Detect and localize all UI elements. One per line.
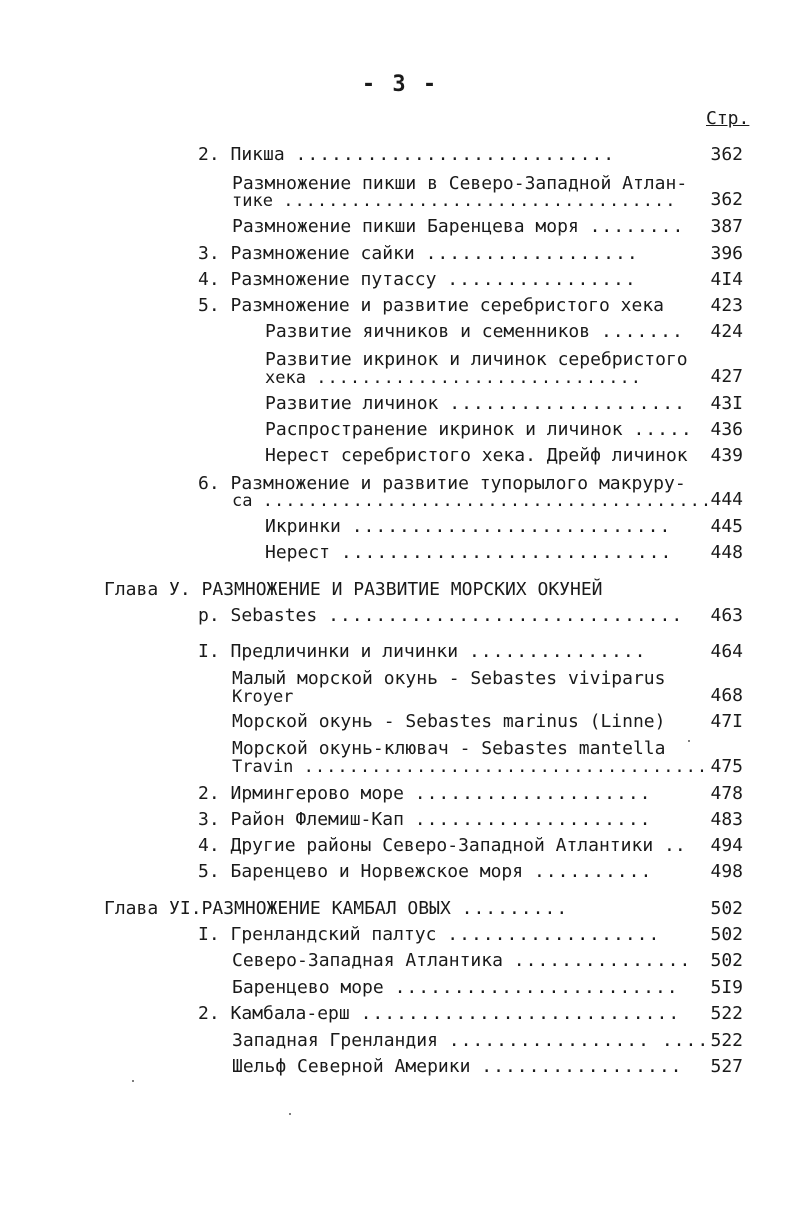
toc-leader: ................ — [447, 269, 637, 290]
chapter-heading-5 — [104, 578, 603, 602]
toc-entry-west-greenland — [232, 1029, 709, 1053]
toc-entry-greenland-halibut — [198, 923, 660, 947]
toc-leader: ........................... — [360, 1003, 681, 1024]
toc-entry-continuation — [232, 489, 712, 513]
toc-page-number: 448 — [710, 542, 743, 563]
toc-page-number: 387 — [710, 216, 743, 237]
toc-page-number: 436 — [710, 419, 743, 440]
toc-entry-plaice — [198, 1002, 680, 1026]
toc-entry-spawning-drift — [265, 444, 688, 468]
toc-entry-text: 4. Другие районы Северо-Западной Атлантики .. — [198, 835, 686, 856]
toc-entry-text: Kroyer — [232, 687, 294, 707]
toc-page-number: 502 — [710, 950, 743, 971]
page-column-header: Стр. — [706, 108, 750, 129]
toc-leader: ............... — [468, 641, 647, 662]
toc-entry-text: са — [232, 491, 253, 511]
toc-entry-text: 3. Размножение сайки — [198, 243, 415, 264]
toc-page-number: 464 — [710, 641, 743, 662]
toc-entry-text: Размножение пикши в Северо-Западной Атлан- — [232, 173, 688, 194]
toc-entry-text: Развитие икринок и личинок серебристого — [265, 349, 688, 370]
toc-entry-continuation — [232, 189, 676, 213]
scan-speck — [289, 1113, 291, 1115]
toc-entry-polar-cod — [198, 242, 639, 266]
toc-entry-text: Икринки — [265, 516, 341, 537]
toc-entry-na-shelf — [232, 1055, 683, 1079]
toc-page-number: 468 — [710, 685, 743, 706]
toc-entry-barents-norwegian — [198, 860, 652, 884]
toc-entry-text: 2. Пикша — [198, 144, 285, 165]
toc-leader: ........ — [589, 216, 685, 237]
toc-page-number: 498 — [710, 861, 743, 882]
toc-entry-text: Шельф Северной Америки — [232, 1056, 471, 1077]
toc-leader: ......... — [461, 898, 569, 919]
toc-entry-irminger — [198, 782, 652, 806]
toc-page-number: 396 — [710, 243, 743, 264]
toc-entry-eggs — [265, 515, 671, 539]
toc-entry-text: 2. Ирмингерово море — [198, 783, 404, 804]
toc-entry-text: тике — [232, 191, 273, 211]
toc-entry-haddock — [198, 143, 615, 167]
chapter-heading-6 — [104, 897, 568, 921]
toc-entry-text: Западная Гренландия — [232, 1030, 438, 1051]
toc-entry-text: 6. Размножение и развитие тупорылого макруру- — [198, 473, 686, 494]
toc-entry-barents-sea — [232, 976, 679, 1000]
toc-page-number: 502 — [710, 924, 743, 945]
toc-page-number: 444 — [710, 489, 743, 510]
toc-page-number: 522 — [710, 1003, 743, 1024]
toc-leader: ....... — [600, 321, 684, 342]
toc-leader: ..... — [633, 419, 693, 440]
toc-leader: ........................ — [394, 977, 679, 998]
toc-page-number: 47I — [710, 711, 743, 732]
toc-page-number: 494 — [710, 835, 743, 856]
toc-page-number: 43I — [710, 393, 743, 414]
toc-entry-other-regions — [198, 834, 686, 858]
toc-entry-spawning — [265, 541, 672, 565]
toc-entry-text: Развитие личинок — [265, 393, 439, 414]
toc-entry-marinus — [232, 710, 665, 734]
toc-leader: .................. — [425, 243, 639, 264]
toc-entry-text: Баренцево море — [232, 977, 384, 998]
toc-entry-larvae-development — [265, 392, 686, 416]
toc-leader: .................... — [414, 783, 652, 804]
toc-page-number: 445 — [710, 516, 743, 537]
toc-entry-viviparus — [232, 667, 665, 691]
toc-page-number: 502 — [710, 898, 743, 919]
toc-entry-text: Северо-Западная Атлантика — [232, 950, 503, 971]
toc-entry-text: 5. Размножение и развитие серебристого хека — [198, 295, 664, 316]
toc-entry-haddock-barents — [232, 215, 684, 239]
toc-entry-text: 5. Баренцево и Норвежское моря — [198, 861, 524, 882]
toc-entry-gonads — [265, 320, 684, 344]
toc-entry-text: р. Sebastes — [198, 605, 318, 626]
toc-leader: ........................................ — [262, 491, 713, 511]
toc-entry-text: Нерест — [265, 542, 331, 563]
toc-page-number: 424 — [710, 321, 743, 342]
toc-entry-text: I. Предличинки и личинки — [198, 641, 459, 662]
chapter-title: Глава УI.РАЗМНОЖЕНИЕ КАМБАЛ ОВЫХ — [104, 898, 451, 919]
toc-leader: .................. — [447, 924, 661, 945]
toc-page-number: 4I4 — [710, 269, 743, 290]
toc-page-number: 478 — [710, 783, 743, 804]
toc-leader: ............................ — [340, 542, 673, 563]
toc-entry-continuation — [232, 685, 293, 709]
chapter-title: Глава У. РАЗМНОЖЕНИЕ И РАЗВИТИЕ МОРСКИХ ОКУНЕЙ — [104, 579, 603, 600]
toc-leader: .................... — [449, 393, 686, 414]
toc-entry-continuation — [232, 755, 708, 779]
toc-entry-nw-atlantic — [232, 949, 691, 973]
toc-leader: ............................. — [316, 368, 643, 388]
toc-leader: .................................... — [303, 757, 709, 777]
toc-entry-continuation — [265, 366, 642, 390]
toc-entry-text: хека — [265, 368, 306, 388]
toc-entry-text: Travin — [232, 757, 294, 777]
toc-entry-silver-hake — [198, 294, 664, 318]
toc-entry-distribution — [265, 418, 693, 442]
toc-page-number: 5I9 — [710, 977, 743, 998]
toc-entry-text: 2. Камбала-ерш — [198, 1003, 350, 1024]
toc-entry-text: 3. Район Флемиш-Кап — [198, 809, 404, 830]
toc-entry-text: I. Гренландский палтус — [198, 924, 437, 945]
toc-page-number: 439 — [710, 445, 743, 466]
toc-leader: ................. — [481, 1056, 683, 1077]
toc-page-number: 362 — [710, 189, 743, 210]
toc-page-number: 483 — [710, 809, 743, 830]
toc-entry-text: 4. Размножение путассу — [198, 269, 437, 290]
scan-speck — [688, 740, 690, 742]
page-number: - 3 - — [361, 72, 439, 97]
toc-entry-text: Малый морской окунь - Sebastes viviparus — [232, 668, 666, 689]
toc-leader: ................................... — [283, 191, 677, 211]
toc-entry-flemish-cap — [198, 808, 652, 832]
toc-leader: .................... — [414, 809, 652, 830]
toc-entry-prelarvae — [198, 640, 647, 664]
toc-page-number: 527 — [710, 1056, 743, 1077]
toc-entry-text: Нерест серебристого хека. Дрейф личинок — [265, 445, 688, 466]
scan-speck — [132, 1080, 134, 1082]
toc-page-number: 427 — [710, 366, 743, 387]
toc-entry-blue-whiting — [198, 268, 637, 292]
toc-entry-text: Морской окунь-клювач - Sebastes mantella — [232, 738, 666, 759]
toc-entry-text: Развитие яичников и семенников — [265, 321, 591, 342]
toc-leader: .......... — [533, 861, 653, 882]
toc-leader: ........................... — [351, 516, 672, 537]
toc-entry-text: Распространение икринок и личинок — [265, 419, 623, 440]
toc-entry-text: Размножение пикши Баренцева моря — [232, 216, 579, 237]
toc-page-number: 362 — [710, 144, 743, 165]
toc-leader: ................. .... — [448, 1030, 710, 1051]
toc-page-number: 475 — [710, 756, 743, 777]
toc-leader: .............................. — [328, 605, 684, 626]
toc-leader: ........................... — [295, 144, 616, 165]
toc-entry-sebastes — [198, 604, 683, 628]
toc-entry-text: Морской окунь - Sebastes marinus (Linne) — [232, 711, 666, 732]
toc-leader: ............... — [513, 950, 692, 971]
toc-page-number: 522 — [710, 1030, 743, 1051]
toc-page-number: 463 — [710, 605, 743, 626]
toc-page-number: 423 — [710, 295, 743, 316]
